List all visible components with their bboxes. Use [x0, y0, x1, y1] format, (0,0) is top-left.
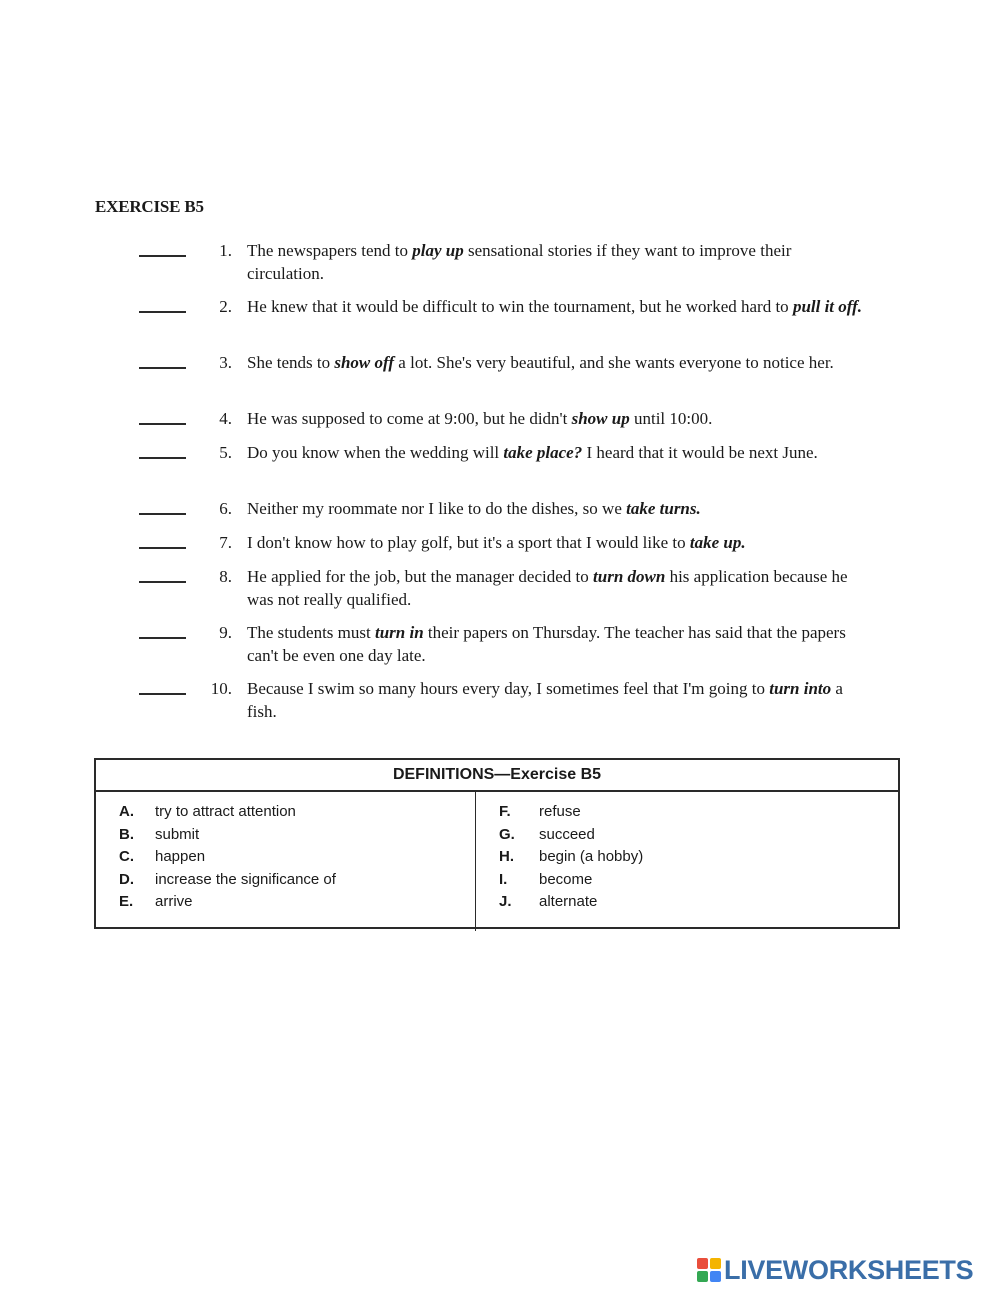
- phrasal-verb: take place?: [503, 443, 583, 462]
- brand-text: LIVEWORKSHEETS: [724, 1254, 974, 1285]
- definition-item: [499, 801, 643, 824]
- definitions-title: DEFINITIONS—Exercise B5: [96, 760, 898, 792]
- question-text: The newspapers tend to play up sensational stories if they want to improve their circulation.: [247, 241, 792, 283]
- definition-letter: D.: [119, 870, 134, 888]
- column-divider: [475, 792, 476, 931]
- definition-text: arrive: [155, 893, 193, 910]
- question-list: [0, 239, 1000, 733]
- question-text: He was supposed to come at 9:00, but he didn't show up until 10:00.: [247, 409, 713, 428]
- phrasal-verb: turn into: [769, 679, 832, 698]
- logo-square-red: [697, 1258, 708, 1269]
- definition-text: become: [539, 870, 593, 888]
- logo-square-green: [697, 1271, 708, 1282]
- phrasal-verb: show up: [571, 409, 630, 428]
- exercise-title: EXERCISE B5: [95, 197, 204, 216]
- definition-text: alternate: [539, 893, 598, 910]
- definition-letter: A.: [119, 803, 134, 820]
- answer-blank[interactable]: [139, 513, 186, 515]
- question-item: [0, 295, 1000, 351]
- question-text: Neither my roommate nor I like to do the dishes, so we take turns.: [247, 499, 701, 518]
- definition-letter: H.: [499, 848, 514, 865]
- phrasal-verb: turn down: [593, 567, 666, 586]
- question-text: He applied for the job, but the manager decided to turn down his application because he was not really qualified.: [247, 567, 848, 609]
- definition-item: [499, 846, 643, 869]
- definition-letter: F.: [499, 803, 511, 820]
- definition-text: begin (a hobby): [539, 848, 644, 865]
- question-number: 8.: [219, 567, 232, 586]
- question-item: [0, 497, 1000, 531]
- question-item: [0, 239, 1000, 295]
- question-number: 10.: [210, 679, 232, 698]
- definition-letter: E.: [119, 893, 134, 910]
- answer-blank[interactable]: [139, 457, 186, 459]
- phrasal-verb: turn in: [374, 623, 424, 642]
- question-number: 1.: [219, 241, 232, 260]
- definition-item: [119, 801, 336, 824]
- definition-text: succeed: [539, 825, 595, 843]
- question-item: [0, 351, 1000, 407]
- question-item: [0, 441, 1000, 497]
- question-text: Because I swim so many hours every day, I sometimes feel that I'm going to turn into a fish.: [247, 679, 843, 721]
- definition-item: [119, 846, 336, 869]
- question-item: [0, 531, 1000, 565]
- definition-item: [119, 891, 336, 914]
- definitions-right-column: [499, 801, 643, 914]
- definition-letter: G.: [499, 825, 515, 843]
- question-item: [0, 621, 1000, 677]
- liveworksheets-brand[interactable]: [697, 1255, 973, 1285]
- question-number: 4.: [219, 409, 232, 428]
- definitions-body: [96, 792, 898, 931]
- phrasal-verb: take turns.: [626, 499, 701, 518]
- answer-blank[interactable]: [139, 423, 186, 425]
- definitions-left-column: [119, 801, 336, 914]
- answer-blank[interactable]: [139, 367, 186, 369]
- answer-blank[interactable]: [139, 693, 186, 695]
- question-text: She tends to show off a lot. She's very beautiful, and she wants everyone to notice her.: [247, 353, 834, 372]
- question-number: 6.: [219, 499, 232, 518]
- definition-letter: J.: [499, 893, 512, 910]
- answer-blank[interactable]: [139, 311, 186, 313]
- logo-square-yellow: [710, 1258, 721, 1269]
- definition-item: [119, 869, 336, 892]
- definition-item: [499, 869, 643, 892]
- definitions-box: [94, 758, 900, 929]
- phrasal-verb: play up: [412, 241, 464, 260]
- logo-square-blue: [710, 1271, 721, 1282]
- definition-letter: I.: [499, 870, 508, 888]
- question-number: 3.: [219, 353, 232, 372]
- definition-text: happen: [155, 848, 206, 865]
- question-item: [0, 565, 1000, 621]
- question-text: He knew that it would be difficult to win the tournament, but he worked hard to pull it off.: [247, 297, 863, 316]
- definition-item: [499, 824, 643, 847]
- definition-text: try to attract attention: [155, 803, 296, 820]
- question-text: The students must turn in their papers on Thursday. The teacher has said that the papers can't be even one day late.: [247, 623, 846, 665]
- answer-blank[interactable]: [139, 255, 186, 257]
- definition-letter: B.: [119, 825, 134, 843]
- question-item: [0, 407, 1000, 441]
- definition-item: [499, 891, 643, 914]
- definition-item: [119, 824, 336, 847]
- phrasal-verb: show off: [334, 353, 395, 372]
- definition-text: submit: [155, 825, 200, 843]
- answer-blank[interactable]: [139, 547, 186, 549]
- answer-blank[interactable]: [139, 581, 186, 583]
- question-item: [0, 677, 1000, 733]
- question-text: I don't know how to play golf, but it's a sport that I would like to take up.: [247, 533, 746, 552]
- question-number: 7.: [219, 533, 232, 552]
- phrasal-verb: take up.: [689, 533, 746, 552]
- question-number: 9.: [219, 623, 232, 642]
- liveworksheets-logo-icon: [697, 1258, 721, 1282]
- answer-blank[interactable]: [139, 637, 186, 639]
- definition-letter: C.: [119, 848, 134, 865]
- definition-text: increase the significance of: [155, 870, 336, 888]
- phrasal-verb: pull it off.: [792, 297, 863, 316]
- question-number: 2.: [219, 297, 232, 316]
- question-number: 5.: [219, 443, 232, 462]
- question-text: Do you know when the wedding will take place? I heard that it would be next June.: [247, 443, 818, 462]
- definition-text: refuse: [539, 803, 581, 820]
